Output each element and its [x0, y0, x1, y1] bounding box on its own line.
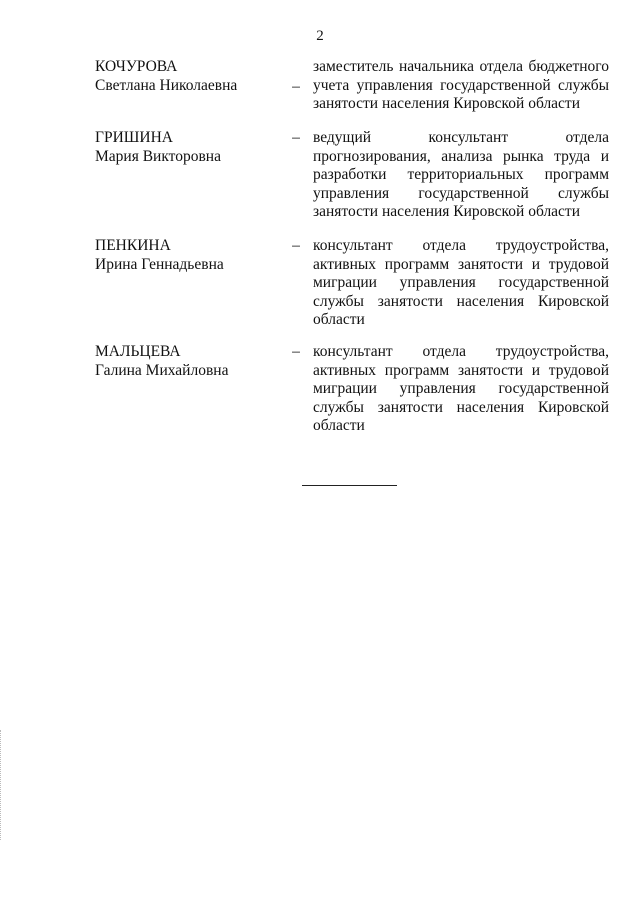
person-name	[95, 237, 275, 274]
scan-margin-mark	[0, 730, 3, 840]
person-name	[95, 343, 275, 380]
dash-separator: –	[292, 237, 300, 254]
given-names: Ирина Геннадьевна	[95, 255, 224, 273]
surname: ПЕНКИНА	[95, 237, 171, 254]
position-line: занятости населения Кировской области	[313, 203, 581, 221]
given-names: Мария Викторовна	[95, 147, 221, 165]
position-description	[313, 343, 609, 436]
position-line: учета управления государственной службы	[313, 76, 609, 94]
position-line: разработки территориальных программ	[313, 166, 609, 184]
dash-separator: –	[292, 129, 300, 146]
position-line: области	[313, 311, 365, 329]
given-names: Светлана Николаевна	[95, 76, 238, 94]
end-separator-line	[302, 485, 397, 486]
person-name	[95, 129, 275, 166]
person-name	[95, 58, 275, 95]
position-line: занятости населения Кировской области	[313, 95, 581, 113]
dash-separator: –	[292, 78, 300, 95]
position-description	[313, 237, 609, 330]
surname: МАЛЬЦЕВА	[95, 343, 181, 360]
position-line: активных программ занятости и трудовой	[313, 361, 609, 379]
position-line: активных программ занятости и трудовой	[313, 255, 609, 273]
dash-separator: –	[292, 343, 300, 360]
surname: ГРИШИНА	[95, 129, 173, 146]
position-line: управления государственной службы	[313, 184, 609, 202]
position-line: области	[313, 417, 365, 435]
position-description	[313, 129, 609, 222]
position-description	[313, 58, 609, 114]
position-line: миграции управления государственной	[313, 274, 609, 292]
position-line: ведущий консультант отдела	[313, 129, 609, 146]
position-line: консультант отдела трудоустройства,	[313, 237, 609, 254]
position-line: службы занятости населения Кировской	[313, 398, 609, 416]
position-line: миграции управления государственной	[313, 380, 609, 398]
page-number: 2	[316, 28, 324, 44]
position-line: службы занятости населения Кировской	[313, 292, 609, 310]
position-line: консультант отдела трудоустройства,	[313, 343, 609, 360]
position-line: заместитель начальника отдела бюджетного	[313, 58, 609, 75]
surname: КОЧУРОВА	[95, 58, 178, 75]
given-names: Галина Михайловна	[95, 361, 229, 379]
position-line: прогнозирования, анализа рынка труда и	[313, 147, 609, 165]
